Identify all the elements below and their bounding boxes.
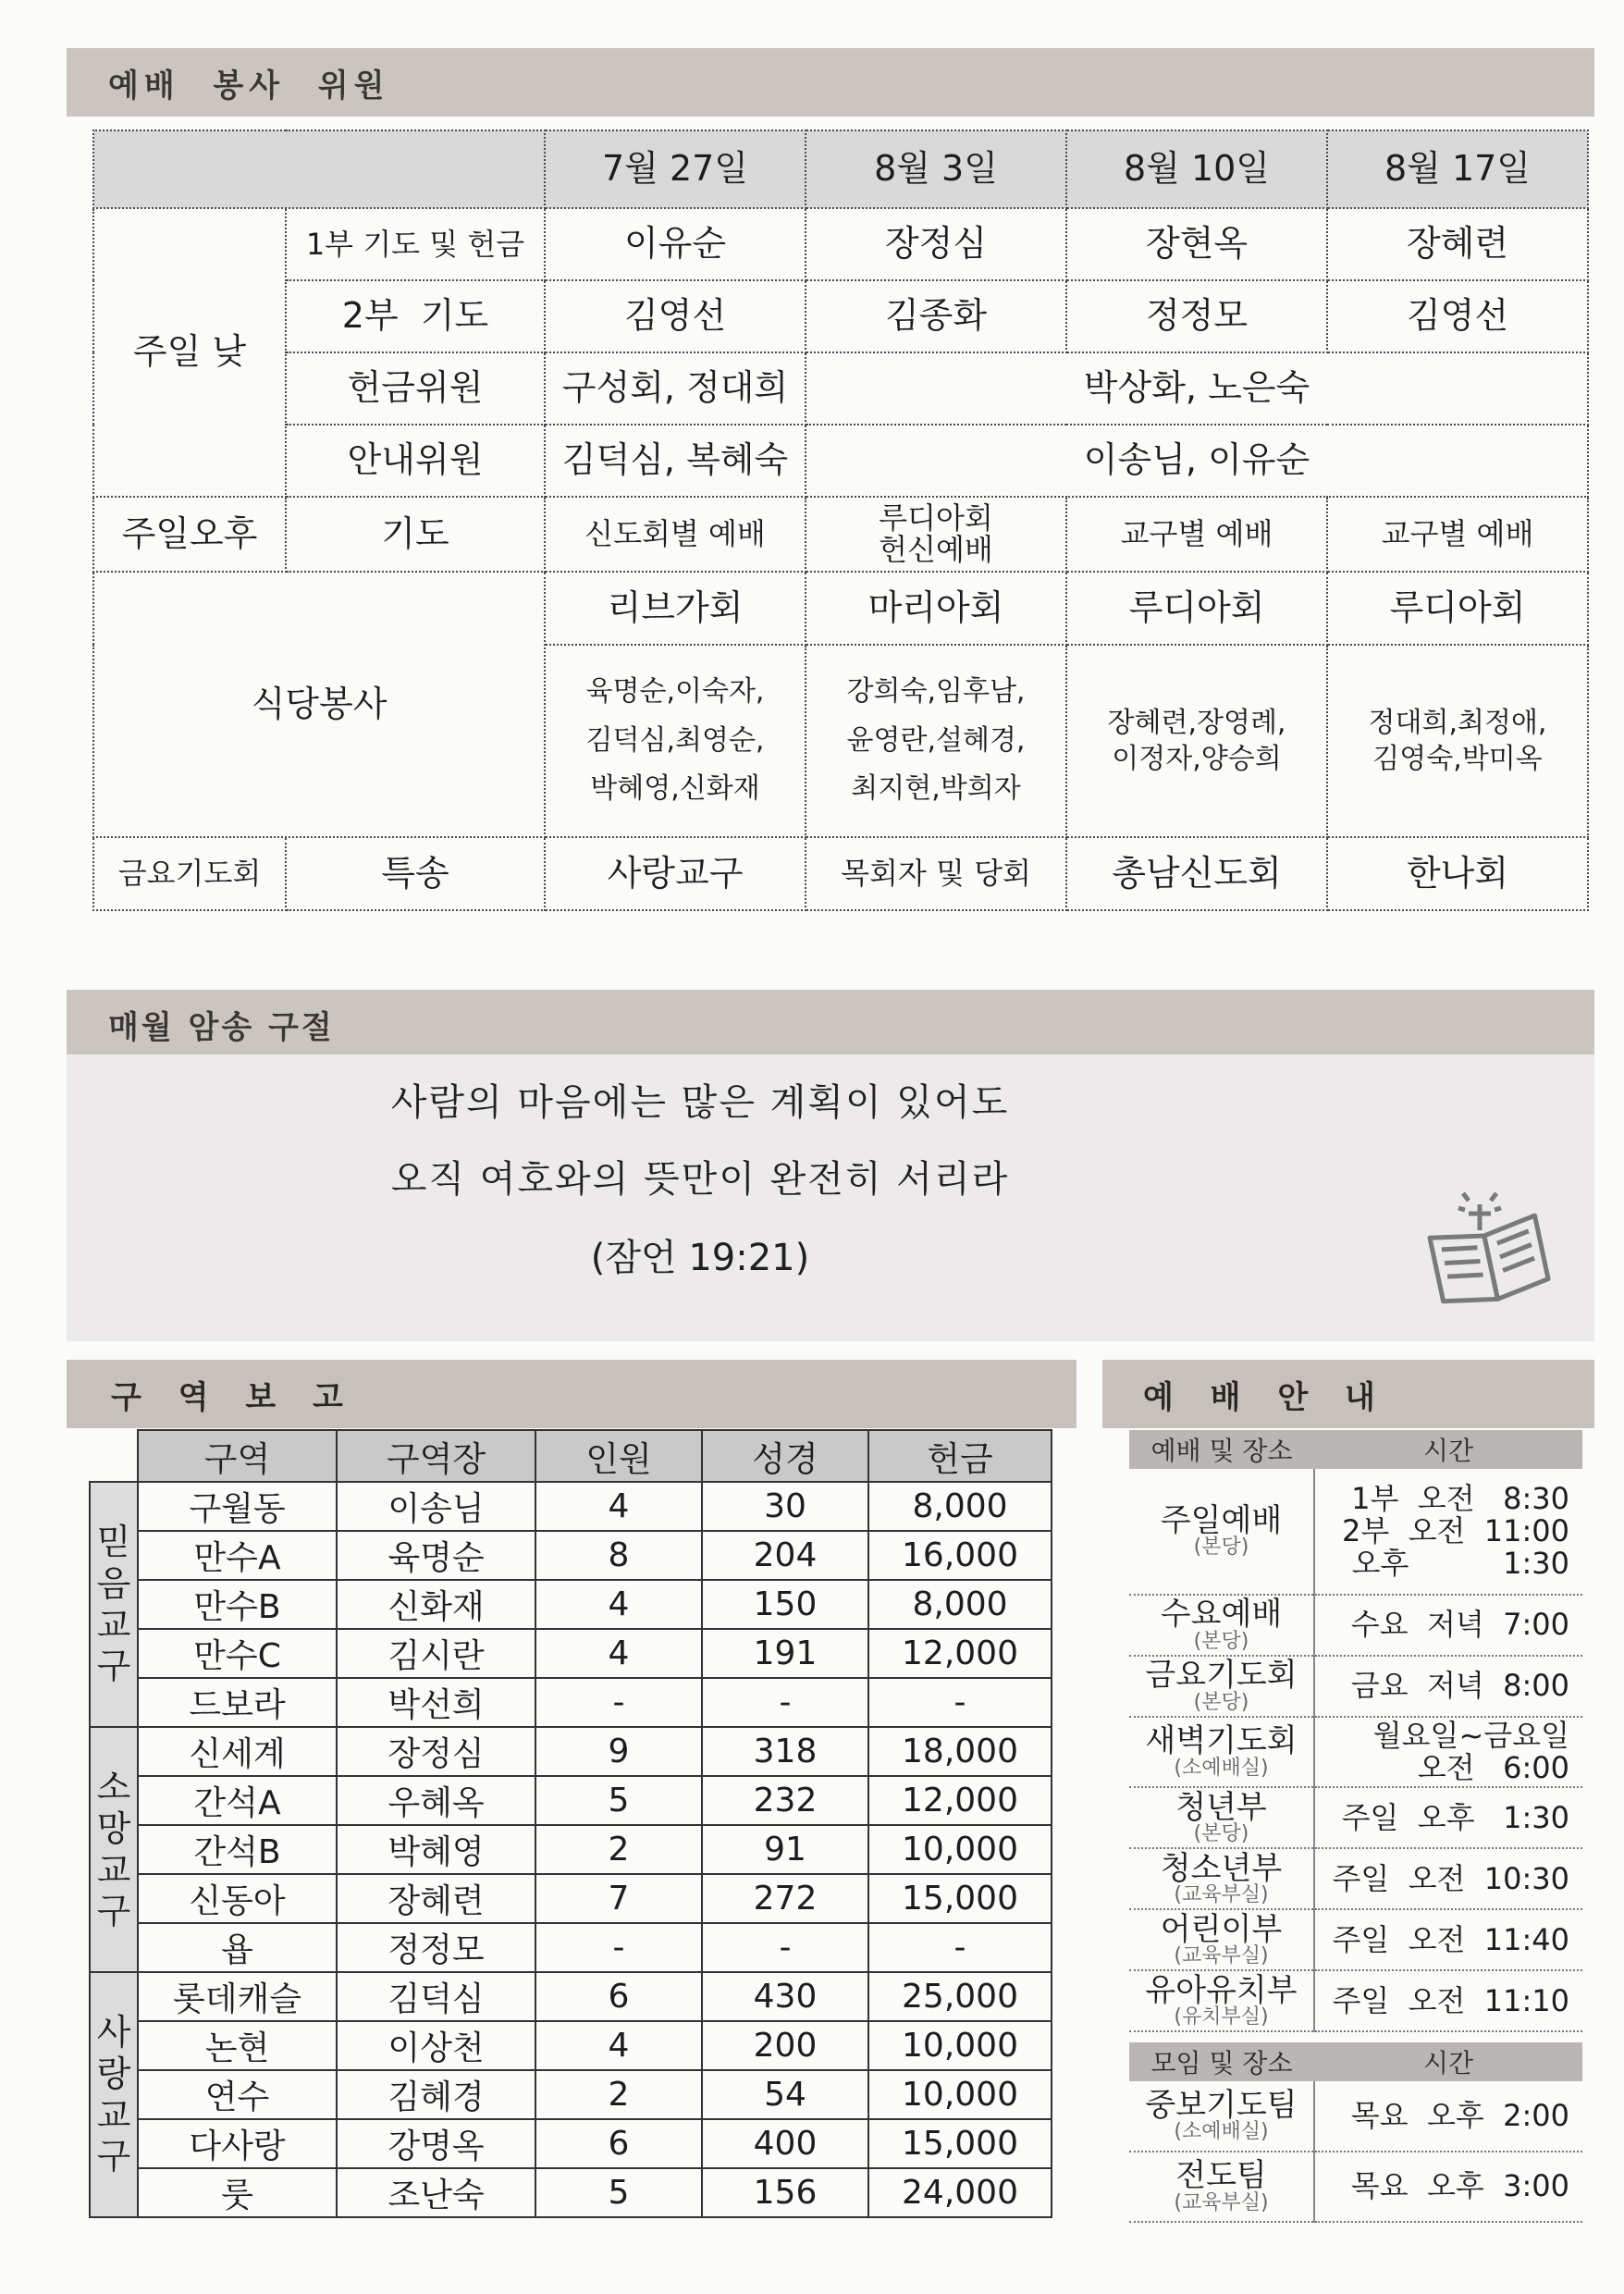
offering: 12,000 (868, 1629, 1052, 1678)
date-header: 8월 3일 (806, 130, 1066, 208)
kitchen-names (1327, 645, 1588, 837)
district-name: 만수A (138, 1531, 337, 1580)
attendance: 4 (535, 1580, 702, 1629)
kitchen-group: 리브가회 (545, 572, 806, 645)
attendance: - (535, 1923, 702, 1972)
attendance: 5 (535, 2168, 702, 2217)
worship-volunteers-table (92, 130, 1589, 911)
kitchen-service-label: 식당봉사 (93, 572, 545, 837)
volunteer-cell: 이유순 (545, 208, 806, 280)
volunteer-cell: 김영선 (545, 280, 806, 352)
district-name: 드보라 (138, 1678, 337, 1727)
parish-label (90, 1482, 138, 1727)
volunteer-cell: 구성회, 정대희 (545, 352, 806, 425)
name-line: 김덕심,최영순, (585, 723, 765, 757)
bible-reading: 191 (702, 1629, 868, 1678)
offering: 10,000 (868, 1825, 1052, 1874)
service-name: 주일예배 (1160, 1501, 1283, 1539)
name-line: 윤영란,설혜경, (846, 723, 1026, 757)
attendance: 5 (535, 1776, 702, 1825)
offering: 15,000 (868, 1874, 1052, 1923)
attendance: 8 (535, 1531, 702, 1580)
service-location: (소예배실) (1174, 1757, 1269, 1781)
header-blank (90, 1430, 138, 1482)
district-row (90, 1874, 1052, 1923)
volunteer-cell: 김덕심, 복혜숙 (545, 425, 806, 497)
kitchen-group: 루디아회 (1066, 572, 1327, 645)
guide-place-cell (1129, 1909, 1314, 1970)
friday-cell: 총남신도회 (1066, 837, 1327, 910)
attendance: 6 (535, 2119, 702, 2168)
district-report-title-bar (67, 1360, 1077, 1428)
district-row (90, 2119, 1052, 2168)
leader-name: 이송님 (337, 1482, 535, 1531)
service-name: 청소년부 (1160, 1849, 1283, 1887)
memory-verse-box (67, 1054, 1594, 1341)
name-line: 정대희,최정애, (1368, 707, 1547, 740)
district-name: 논현 (138, 2021, 337, 2070)
attendance: 2 (535, 1825, 702, 1874)
leader-name: 김덕심 (337, 1972, 535, 2021)
district-row (90, 1776, 1052, 1825)
bible-reading: 204 (702, 1531, 868, 1580)
role-label: 기도 (286, 497, 545, 572)
bible-reading: 400 (702, 2119, 868, 2168)
district-row (90, 1727, 1052, 1776)
friday-cell: 목회자 및 당회 (806, 837, 1066, 910)
volunteer-cell: 장정심 (806, 208, 1066, 280)
volunteer-cell-merged: 이송님, 이유순 (806, 425, 1588, 497)
attendance: - (535, 1678, 702, 1727)
service-name: 어린이부 (1160, 1910, 1283, 1948)
volunteer-cell: 김종화 (806, 280, 1066, 352)
column-header: 구역장 (337, 1430, 535, 1482)
memory-verse-title: 매월 암송 구절 (108, 1008, 335, 1046)
name-line: 강희숙,임후남, (846, 675, 1026, 709)
friday-cell: 한나회 (1327, 837, 1588, 910)
afternoon-cell: 신도회별 예배 (545, 497, 806, 572)
offering: 25,000 (868, 1972, 1052, 2021)
bible-reading: 91 (702, 1825, 868, 1874)
name-line: 최지현,박희자 (851, 772, 1021, 806)
leader-name: 박선희 (337, 1678, 535, 1727)
date-header: 7월 27일 (545, 130, 806, 208)
attendance: 4 (535, 1629, 702, 1678)
service-name: 청년부 (1175, 1788, 1267, 1826)
leader-name: 장정심 (337, 1727, 535, 1776)
parish-name: 사랑교구 (96, 2011, 131, 2177)
district-name: 신세계 (138, 1727, 337, 1776)
parish-label (90, 1727, 138, 1972)
service-time: 월요일~금요일 오전 6:00 (1314, 1717, 1582, 1787)
worship-volunteers-title: 예배 봉사 위원 (108, 67, 390, 105)
bible-reading: 232 (702, 1776, 868, 1825)
afternoon-cell: 교구별 예배 (1327, 497, 1588, 572)
guide-row (1129, 1970, 1582, 2031)
attendance: 2 (535, 2070, 702, 2119)
verse-reference: (잠언 19:21) (590, 1237, 810, 1279)
afternoon-cell: 교구별 예배 (1066, 497, 1327, 572)
meeting-header-time: 시간 (1314, 2042, 1582, 2081)
service-time: 목요 오후 3:00 (1314, 2152, 1582, 2222)
kitchen-names (806, 645, 1066, 837)
offering: 12,000 (868, 1776, 1052, 1825)
guide-row (1129, 1787, 1582, 1848)
verse-line-1: 사람의 마음에는 많은 계획이 있어도 (390, 1081, 1010, 1124)
volunteer-cell-merged: 박상화, 노은숙 (806, 352, 1588, 425)
district-report-title: 구 역 보 고 (111, 1378, 356, 1416)
guide-row (1129, 2152, 1582, 2222)
service-name: 수요예배 (1160, 1596, 1283, 1634)
guide-row (1129, 1848, 1582, 1909)
district-name: 롯데캐슬 (138, 1972, 337, 2021)
service-time: 주일 오후 1:30 (1314, 1787, 1582, 1848)
attendance: 4 (535, 2021, 702, 2070)
service-location: (소예배실) (1174, 2120, 1269, 2144)
district-row (90, 1923, 1052, 1972)
service-name: 유아유치부 (1145, 1971, 1298, 2009)
guide-row (1129, 1595, 1582, 1656)
date-header: 8월 17일 (1327, 130, 1588, 208)
district-name: 간석B (138, 1825, 337, 1874)
kitchen-names (545, 645, 806, 837)
service-time: 목요 오후 2:00 (1314, 2081, 1582, 2152)
column-header: 구역 (138, 1430, 337, 1482)
bible-reading: 430 (702, 1972, 868, 2021)
sunday-afternoon-label: 주일오후 (93, 497, 286, 572)
column-header: 헌금 (868, 1430, 1052, 1482)
volunteer-cell: 김영선 (1327, 280, 1588, 352)
column-header: 성경 (702, 1430, 868, 1482)
worship-guide-table (1129, 1430, 1582, 2032)
leader-name: 장혜련 (337, 1874, 535, 1923)
service-name: 새벽기도회 (1145, 1722, 1298, 1760)
volunteer-cell: 정정모 (1066, 280, 1327, 352)
guide-place-cell (1129, 1656, 1314, 1717)
bible-reading: - (702, 1923, 868, 1972)
role-label: 안내위원 (286, 425, 545, 497)
leader-name: 정정모 (337, 1923, 535, 1972)
guide-row (1129, 2081, 1582, 2152)
name-line: 박혜영,신화재 (590, 772, 760, 806)
district-row (90, 1825, 1052, 1874)
attendance: 6 (535, 1972, 702, 2021)
leader-name: 김혜경 (337, 2070, 535, 2119)
service-location: (본당) (1193, 1690, 1249, 1714)
guide-place-cell (1129, 1469, 1314, 1595)
sunday-day-label: 주일 낮 (93, 208, 286, 497)
kitchen-group: 마리아회 (806, 572, 1066, 645)
worship-volunteers-title-bar (67, 48, 1594, 117)
leader-name: 우혜옥 (337, 1776, 535, 1825)
district-row (90, 2021, 1052, 2070)
district-row (90, 1678, 1052, 1727)
afternoon-cell: 루디아회 헌신예배 (806, 497, 1066, 572)
guide-place-cell (1129, 2081, 1314, 2152)
district-name: 간석A (138, 1776, 337, 1825)
district-name: 신동아 (138, 1874, 337, 1923)
meeting-guide-table (1129, 2042, 1582, 2223)
service-location: (교육부실) (1174, 1944, 1269, 1968)
role-label: 특송 (286, 837, 545, 910)
guide-row (1129, 1717, 1582, 1787)
service-location: (교육부실) (1174, 2190, 1269, 2214)
guide-place-cell (1129, 1595, 1314, 1656)
parish-label (90, 1972, 138, 2217)
meeting-header-place: 모임 및 장소 (1129, 2042, 1314, 2081)
service-time: 수요 저녁 7:00 (1314, 1595, 1582, 1656)
role-label: 2부 기도 (286, 280, 545, 352)
district-row (90, 1972, 1052, 2021)
service-time: 금요 저녁 8:00 (1314, 1656, 1582, 1717)
leader-name: 조난숙 (337, 2168, 535, 2217)
district-name: 만수C (138, 1629, 337, 1678)
service-location: (본당) (1193, 1822, 1249, 1846)
bible-reading: 54 (702, 2070, 868, 2119)
guide-row (1129, 1909, 1582, 1970)
verse-line-2: 오직 여호와의 뜻만이 완전히 서리라 (390, 1158, 1010, 1201)
service-location: (본당) (1193, 1536, 1249, 1560)
district-name: 룻 (138, 2168, 337, 2217)
offering: 8,000 (868, 1580, 1052, 1629)
guide-header-place: 예배 및 장소 (1129, 1430, 1314, 1469)
district-row (90, 2168, 1052, 2217)
bible-reading: 150 (702, 1580, 868, 1629)
role-label: 1부 기도 및 헌금 (286, 208, 545, 280)
attendance: 4 (535, 1482, 702, 1531)
offering: 16,000 (868, 1531, 1052, 1580)
guide-place-cell (1129, 1970, 1314, 2031)
district-row (90, 1482, 1052, 1531)
guide-row (1129, 1469, 1582, 1595)
offering: - (868, 1923, 1052, 1972)
bible-reading: - (702, 1678, 868, 1727)
offering: - (868, 1678, 1052, 1727)
date-header: 8월 10일 (1066, 130, 1327, 208)
leader-name: 육명순 (337, 1531, 535, 1580)
volunteer-cell: 장현옥 (1066, 208, 1327, 280)
name-line: 장혜련,장영례, (1107, 707, 1286, 740)
offering: 15,000 (868, 2119, 1052, 2168)
service-name: 전도팀 (1175, 2157, 1267, 2195)
role-label: 헌금위원 (286, 352, 545, 425)
service-name: 금요기도회 (1145, 1657, 1298, 1695)
service-time: 주일 오전 10:30 (1314, 1848, 1582, 1909)
parish-name: 믿음교구 (96, 1521, 131, 1687)
volunteer-cell: 장혜련 (1327, 208, 1588, 280)
bible-reading: 318 (702, 1727, 868, 1776)
guide-row (1129, 1656, 1582, 1717)
bible-reading: 156 (702, 2168, 868, 2217)
leader-name: 박혜영 (337, 1825, 535, 1874)
service-time: 주일 오전 11:10 (1314, 1970, 1582, 2031)
guide-header-time: 시간 (1314, 1430, 1582, 1469)
offering: 8,000 (868, 1482, 1052, 1531)
offering: 18,000 (868, 1727, 1052, 1776)
worship-guide-title-bar (1102, 1360, 1594, 1428)
district-name: 구월동 (138, 1482, 337, 1531)
leader-name: 이상천 (337, 2021, 535, 2070)
bible-reading: 200 (702, 2021, 868, 2070)
service-name: 중보기도팀 (1145, 2086, 1298, 2124)
name-line: 육명순,이숙자, (585, 675, 765, 709)
service-time: 1부 오전 8:30 2부 오전 11:00 오후 1:30 (1314, 1469, 1582, 1595)
district-row (90, 2070, 1052, 2119)
friday-prayer-label: 금요기도회 (93, 837, 286, 910)
district-row (90, 1629, 1052, 1678)
offering: 10,000 (868, 2070, 1052, 2119)
service-location: (교육부실) (1174, 1883, 1269, 1907)
service-time: 주일 오전 11:40 (1314, 1909, 1582, 1970)
guide-place-cell (1129, 1848, 1314, 1909)
header-blank (93, 130, 545, 208)
guide-place-cell (1129, 1717, 1314, 1787)
bible-reading: 272 (702, 1874, 868, 1923)
guide-place-cell (1129, 1787, 1314, 1848)
district-name: 만수B (138, 1580, 337, 1629)
district-name: 욥 (138, 1923, 337, 1972)
name-line: 김영숙,박미옥 (1372, 743, 1543, 776)
offering: 24,000 (868, 2168, 1052, 2217)
district-report-table (89, 1429, 1052, 2218)
bible-icon (1417, 1184, 1565, 1314)
leader-name: 강명옥 (337, 2119, 535, 2168)
kitchen-group: 루디아회 (1327, 572, 1588, 645)
service-location: (유치부실) (1174, 2005, 1269, 2029)
district-name: 연수 (138, 2070, 337, 2119)
leader-name: 신화재 (337, 1580, 535, 1629)
leader-name: 김시란 (337, 1629, 535, 1678)
kitchen-names (1066, 645, 1327, 837)
guide-place-cell (1129, 2152, 1314, 2222)
worship-guide-title: 예 배 안 내 (1143, 1378, 1388, 1416)
district-row (90, 1531, 1052, 1580)
offering: 10,000 (868, 2021, 1052, 2070)
column-header: 인원 (535, 1430, 702, 1482)
attendance: 9 (535, 1727, 702, 1776)
district-row (90, 1580, 1052, 1629)
bible-reading: 30 (702, 1482, 868, 1531)
friday-cell: 사랑교구 (545, 837, 806, 910)
memory-verse-title-bar (67, 990, 1594, 1058)
service-location: (본당) (1193, 1629, 1249, 1653)
name-line: 이정자,양승희 (1112, 743, 1282, 776)
district-name: 다사랑 (138, 2119, 337, 2168)
parish-name: 소망교구 (96, 1766, 131, 1932)
attendance: 7 (535, 1874, 702, 1923)
